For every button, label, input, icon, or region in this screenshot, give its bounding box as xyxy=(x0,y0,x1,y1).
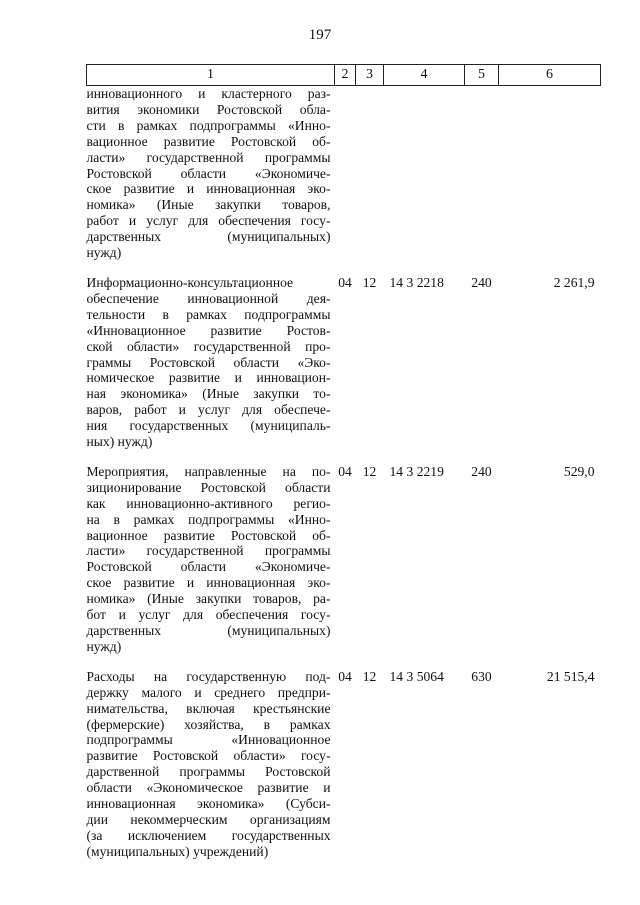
row-expense-type xyxy=(465,86,499,261)
header-col-6: 6 xyxy=(499,65,601,86)
description-line: номика» (Иные закупки товаров, ра- xyxy=(86,591,331,607)
description-line: вационное развитие Ростовской об- xyxy=(86,527,331,543)
table-row xyxy=(87,275,601,450)
row-spacer-cell xyxy=(87,261,601,275)
row-target-code: 14 3 2218 xyxy=(389,274,444,290)
row-description xyxy=(87,275,335,450)
row-subsection: 12 xyxy=(362,274,377,290)
description-line: области «Экономическое развитие и xyxy=(86,780,331,796)
description-line: дарственных (муниципальных) xyxy=(86,229,331,245)
description-line: подпрограммы «Инновационное xyxy=(86,732,331,748)
row-description xyxy=(87,669,335,860)
description-line: нужд) xyxy=(86,638,122,654)
header-row xyxy=(87,65,601,86)
description-line: Мероприятия, направленные на по- xyxy=(86,463,331,479)
description-line: ской области» государственной про- xyxy=(86,338,331,354)
description-line: бот и услуг для обеспечения госу- xyxy=(86,607,331,623)
row-spacer-cell xyxy=(87,655,601,669)
description-line: Ростовской области «Экономиче- xyxy=(86,165,331,181)
description-line: дии некоммерческим организациям xyxy=(86,811,331,827)
description-line: дарственных (муниципальных) xyxy=(86,623,331,638)
description-line: развитие Ростовской области» госу- xyxy=(86,748,331,764)
table-row xyxy=(87,86,601,261)
description-line: Ростовской области «Экономиче- xyxy=(86,559,331,575)
row-amount: 21 515,4 xyxy=(546,668,595,684)
row-amount: 2 261,9 xyxy=(553,274,595,290)
description-line: работ и услуг для обеспечения госу- xyxy=(86,213,331,229)
description-line: дарственной программы Ростовской xyxy=(86,764,331,780)
description-line: вационное развитие Ростовской об- xyxy=(86,133,331,149)
page-number: 197 xyxy=(308,27,332,43)
row-spacer xyxy=(87,655,601,669)
description-line: ния государственных (муниципаль- xyxy=(86,418,331,434)
header-col-2: 2 xyxy=(335,65,356,86)
description-line: на в рамках подпрограммы «Инно- xyxy=(86,511,331,527)
row-section: 04 xyxy=(338,463,352,479)
description-line: ласти» государственной программы xyxy=(86,543,331,559)
description-line: номическое развитие и инновацион- xyxy=(86,370,331,386)
description-line: варов, работ и услуг для обеспече- xyxy=(86,402,331,418)
row-description xyxy=(87,464,335,655)
description-line: вития экономики Ростовской обла- xyxy=(86,101,331,117)
table-body xyxy=(87,86,601,860)
row-amount xyxy=(499,86,601,261)
description-line: Информационно-консультационное xyxy=(86,274,294,290)
description-line: держку малого и среднего предпри- xyxy=(86,684,331,700)
row-expense-type: 630 xyxy=(471,668,492,684)
budget-table xyxy=(86,64,601,860)
description-line: ных) нужд) xyxy=(86,434,153,450)
row-target-code: 14 3 5064 xyxy=(389,668,444,684)
row-spacer xyxy=(87,450,601,464)
row-spacer-cell xyxy=(87,450,601,464)
row-expense-type: 240 xyxy=(471,463,492,479)
description-line: Расходы на государственную под- xyxy=(86,668,331,684)
header-col-4: 4 xyxy=(384,65,465,86)
row-subsection xyxy=(356,86,384,261)
description-line: ское развитие и инновационная эко- xyxy=(86,575,331,591)
description-line: ласти» государственной программы xyxy=(86,149,331,165)
description-line: номика» (Иные закупки товаров, xyxy=(86,197,331,213)
description-line: инновационная экономика» (Субси- xyxy=(86,796,331,812)
table-row xyxy=(87,669,601,860)
row-target-code: 14 3 2219 xyxy=(389,463,444,479)
description-line: (за исключением государственных xyxy=(86,827,331,843)
header-col-5: 5 xyxy=(465,65,499,86)
row-section: 04 xyxy=(338,274,352,290)
description-line: (муниципальных) учреждений) xyxy=(86,843,269,859)
row-target-code xyxy=(384,86,465,261)
description-line: нимательства, включая крестьянские xyxy=(86,700,331,716)
row-amount: 529,0 xyxy=(563,463,595,479)
description-line: инновационного и кластерного раз- xyxy=(86,86,331,101)
header-col-3: 3 xyxy=(356,65,384,86)
row-section: 04 xyxy=(338,668,352,684)
description-line: как инновационно-активного регио- xyxy=(86,495,331,511)
table-row xyxy=(87,464,601,655)
description-line: тельности в рамках подпрограммы xyxy=(86,306,331,322)
row-spacer xyxy=(87,261,601,275)
row-expense-type: 240 xyxy=(471,274,492,290)
description-line: обеспечение инновационной дея- xyxy=(86,290,331,306)
description-line: сти в рамках подпрограммы «Инно- xyxy=(86,117,331,133)
row-subsection: 12 xyxy=(362,668,377,684)
description-line: «Инновационное развитие Ростов- xyxy=(86,322,331,338)
description-line: ная экономика» (Иные закупки то- xyxy=(86,386,331,402)
description-line: (фермерские) хозяйства, в рамках xyxy=(86,716,331,732)
description-line: нужд) xyxy=(86,245,122,261)
description-line: ское развитие и инновационная эко- xyxy=(86,181,331,197)
row-section xyxy=(335,86,356,261)
row-description xyxy=(87,86,335,261)
row-subsection: 12 xyxy=(362,463,377,479)
description-line: граммы Ростовской области «Эко- xyxy=(86,354,331,370)
description-line: зиционирование Ростовской области xyxy=(86,479,331,495)
header-col-1: 1 xyxy=(87,65,335,86)
